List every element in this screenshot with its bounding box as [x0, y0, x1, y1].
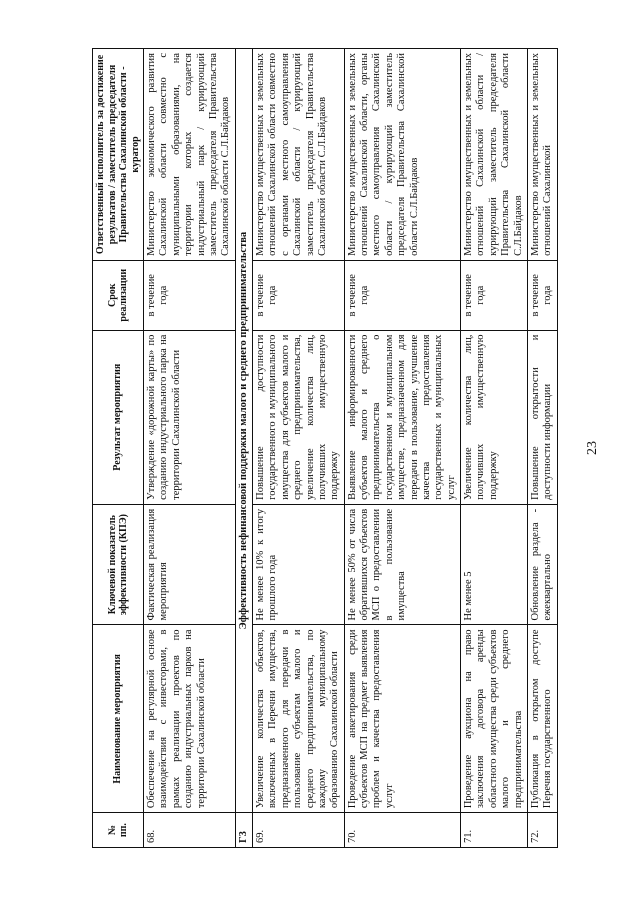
- rotated-table-container: [92, 48, 607, 848]
- measures-table: [92, 48, 558, 848]
- table-row: [144, 49, 236, 848]
- row-responsible: Министерство экономического развития Сахалинской области совместно с муниципальными образованиями, на территории которых создается индустриальный парк / курирующий заместитель председателя Правительства Сахалинской области С.Л.Байдаков: [144, 49, 236, 261]
- table-row: [461, 49, 528, 848]
- row-num: 72.: [527, 813, 557, 848]
- row-result: Повышение открытости и доступности информации: [527, 330, 557, 504]
- header-kpi: Ключевой показатель эффективности (КПЭ): [93, 504, 144, 625]
- header-name: Наименование мероприятия: [93, 625, 144, 813]
- row-num: 68.: [144, 813, 236, 848]
- row-num: 69.: [253, 813, 345, 848]
- row-term: в течение года: [344, 260, 460, 330]
- row-result: Утверждение «дорожной карты» по созданию индустриального парка на территории Сахалинской области: [144, 330, 236, 504]
- row-responsible: Министерство имущественных и земельных отношений Сахалинской области совместно с органами местного самоуправления Сахалинской области / курирующий заместитель председателя Правительства Сахалинской области С.Л.Байдаков: [253, 49, 345, 261]
- table-row: [344, 49, 460, 848]
- row-name: Обеспечение на регулярной основе взаимодействия с инвесторами, в рамках реализации проектов по созданию индустриальных парков на территории Сахалинской области: [144, 625, 236, 813]
- row-responsible: Министерство имущественных и земельных отношений Сахалинской области, органы местного самоуправления Сахалинской области / курирующий заместитель председателя Правительства Сахалинской области С.Л.Байдаков: [344, 49, 460, 261]
- row-result: Увеличение количества лиц, получивших имущественную поддержку: [461, 330, 528, 504]
- row-responsible: Министерство имущественных и земельных отношений Сахалинской области / курирующий заместитель председателя Правительства Сахалинской области С.Л.Байдаков: [461, 49, 528, 261]
- row-term: в течение года: [461, 260, 528, 330]
- row-kpi: Не менее 5: [461, 504, 528, 625]
- header-responsible: Ответственный исполнитель за достижение результатов / заместитель председателя Правительства Сахалинской области - куратор: [93, 49, 144, 261]
- table-header-row: [93, 49, 144, 848]
- header-term: Срок реализации: [93, 260, 144, 330]
- section-row: [235, 49, 252, 848]
- row-term: в течение года: [527, 260, 557, 330]
- row-num: 70.: [344, 813, 460, 848]
- page-number: 23: [585, 441, 600, 455]
- section-code: Г3: [235, 813, 252, 848]
- row-name: Публикация в открытом доступе Перечня государственного: [527, 625, 557, 813]
- row-term: в течение года: [144, 260, 236, 330]
- row-kpi: Не менее 10% к итогу прошлого года: [253, 504, 345, 625]
- row-name: Увеличение количества объектов, включенных в Перечни имущества, предназначенного для передачи в пользование субъектам малого и среднего предпринимательства, по каждому муниципальному образованию Сахалинской области: [253, 625, 345, 813]
- table-row: [527, 49, 557, 848]
- row-kpi: Не менее 50% от числа обратившихся субъектов МСП о предоставлении в пользование имущества: [344, 504, 460, 625]
- table-row: [253, 49, 345, 848]
- row-term: в течение года: [253, 260, 345, 330]
- header-result: Результат мероприятия: [93, 330, 144, 504]
- row-responsible: Министерство имущественных и земельных отношений Сахалинской: [527, 49, 557, 261]
- row-num: 71.: [461, 813, 528, 848]
- row-name: Проведение анкетирования среди субъектов МСП на предмет выявления проблем и качества предоставления услуг: [344, 625, 460, 813]
- row-name: Проведение аукциона на право заключения договора аренды областного имущества среди субъектов малого и среднего предпринимательства: [461, 625, 528, 813]
- row-kpi: Обновление раздела - ежеквартально: [527, 504, 557, 625]
- row-result: Выявление информированности субъектов малого и среднего предпринимательства о государственном и муниципальном имуществе, предназначенном для передачи в пользование, улучшение качества предоставления государственных и муниципальных услуг: [344, 330, 460, 504]
- row-result: Повышение доступности государственного и муниципального имущества для субъектов малого и среднего предпринимательства, увеличение количества лиц, получивших имущественную поддержку: [253, 330, 345, 504]
- header-num: № пп.: [93, 813, 144, 848]
- row-kpi: Фактическая реализация мероприятия: [144, 504, 236, 625]
- section-title: Эффективность нефинансовой поддержки малого и среднего предпринимательства: [235, 49, 252, 813]
